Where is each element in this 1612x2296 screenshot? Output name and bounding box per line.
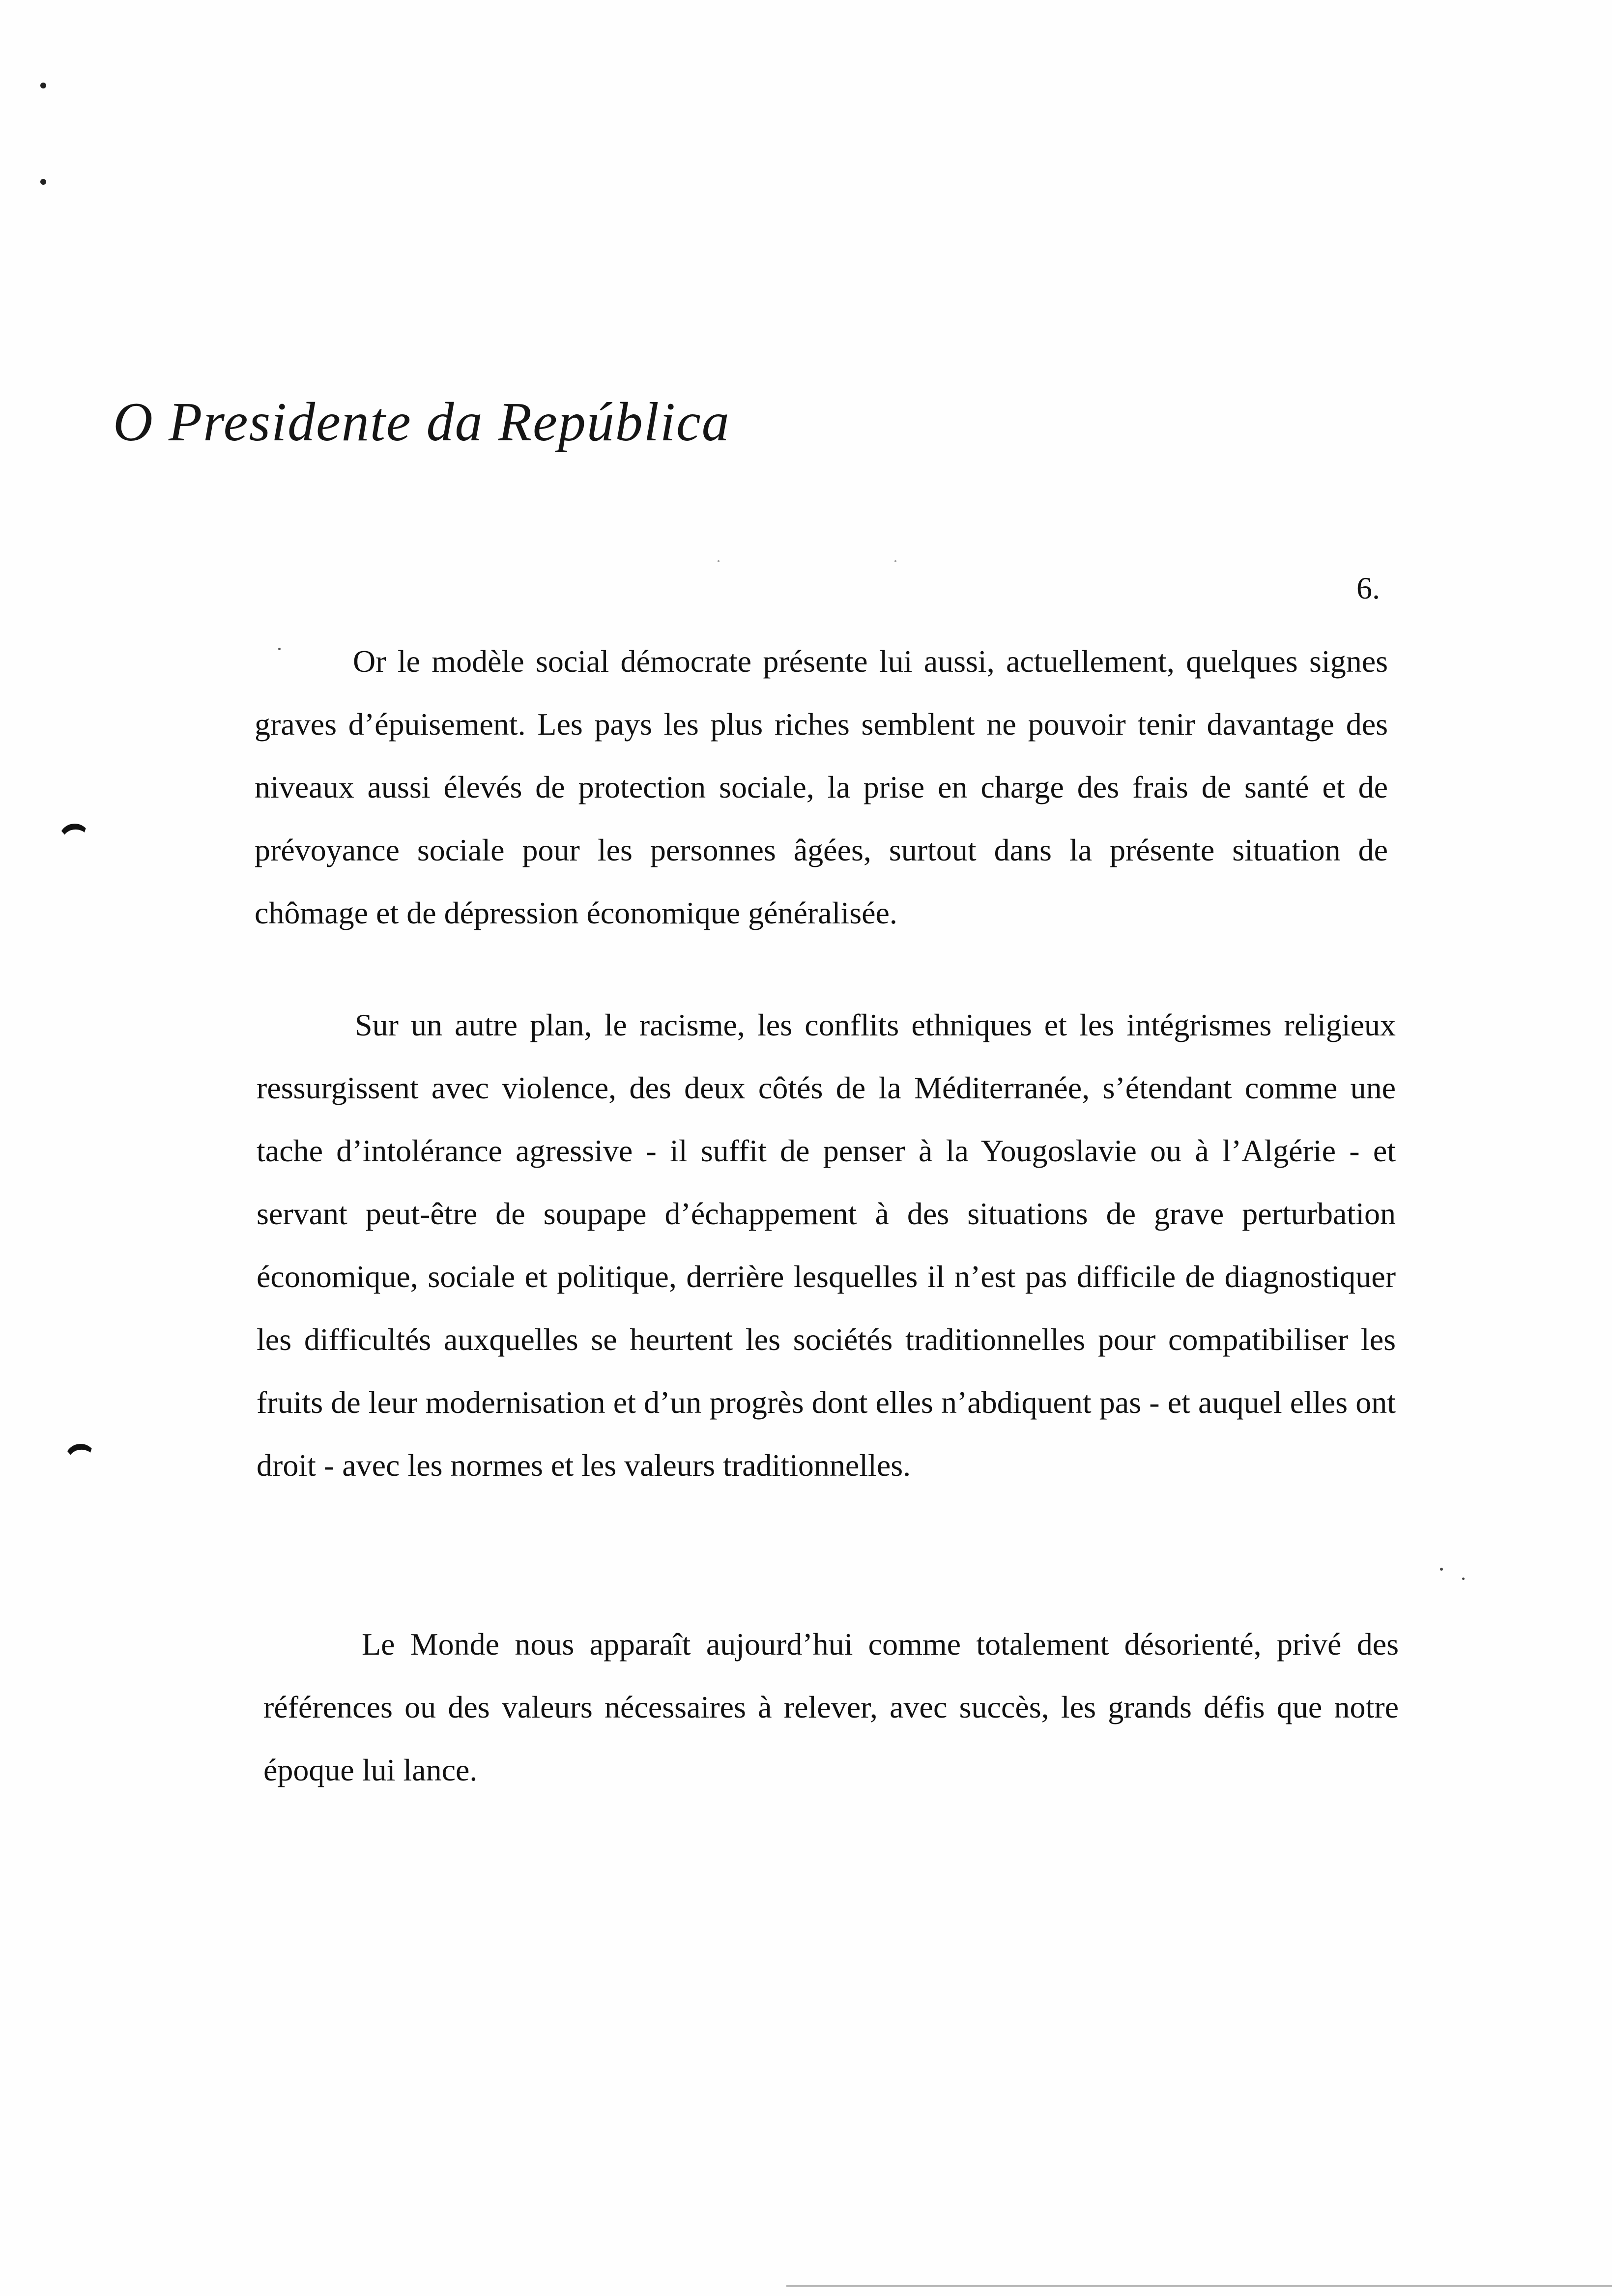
scan-speck — [894, 560, 896, 562]
scan-speck — [718, 560, 720, 562]
binder-punch-mark — [63, 1442, 98, 1477]
page-number: 6. — [1356, 571, 1380, 605]
scan-speck — [40, 179, 46, 185]
scan-speck — [1440, 1568, 1443, 1571]
paragraph-1: Or le modèle social démocrate présente lui aussi, actuellement, quelques signes graves d’épuisement. Les pays les plus riches semblent ne pouvoir tenir davantage des niveaux aussi élevés de protection sociale, la prise en charge des frais de santé et de prévoyance sociale pour les personnes âgées, surtout dans la présente situation de chômage et de dépression économique généralisée. — [255, 644, 1388, 930]
paragraph-3: Le Monde nous apparaît aujourd’hui comme totalement désorienté, privé des références ou des valeurs nécessaires à relever, avec succès, les grands défis que notre époque lui lance. — [263, 1627, 1399, 1787]
paragraph-2: Sur un autre plan, le racisme, les conflits ethniques et les intégrismes religieux ressurgissent avec violence, des deux côtés de la Méditerranée, s’étendant comme une tache d’intolérance agressive - il suffit de penser à la Yougoslavie ou à l’Algérie - et servant peut-être de soupape d’échappement à des situations de grave perturbation économique, sociale et politique, derrière lesquelles il n’est pas difficile de diagnostiquer les difficultés auxquelles se heurtent les sociétés traditionnelles pour compatibiliser les fruits de leur modernisation et d’un progrès dont elles n’abdiquent pas - et auquel elles ont droit - avec les normes et les valeurs traditionnelles. — [257, 1007, 1396, 1483]
scan-bottom-edge — [786, 2285, 1612, 2287]
letterhead-title: O Presidente da República — [113, 392, 730, 453]
scan-speck — [1462, 1578, 1465, 1580]
scan-speck — [40, 83, 46, 88]
binder-punch-mark — [57, 822, 92, 857]
